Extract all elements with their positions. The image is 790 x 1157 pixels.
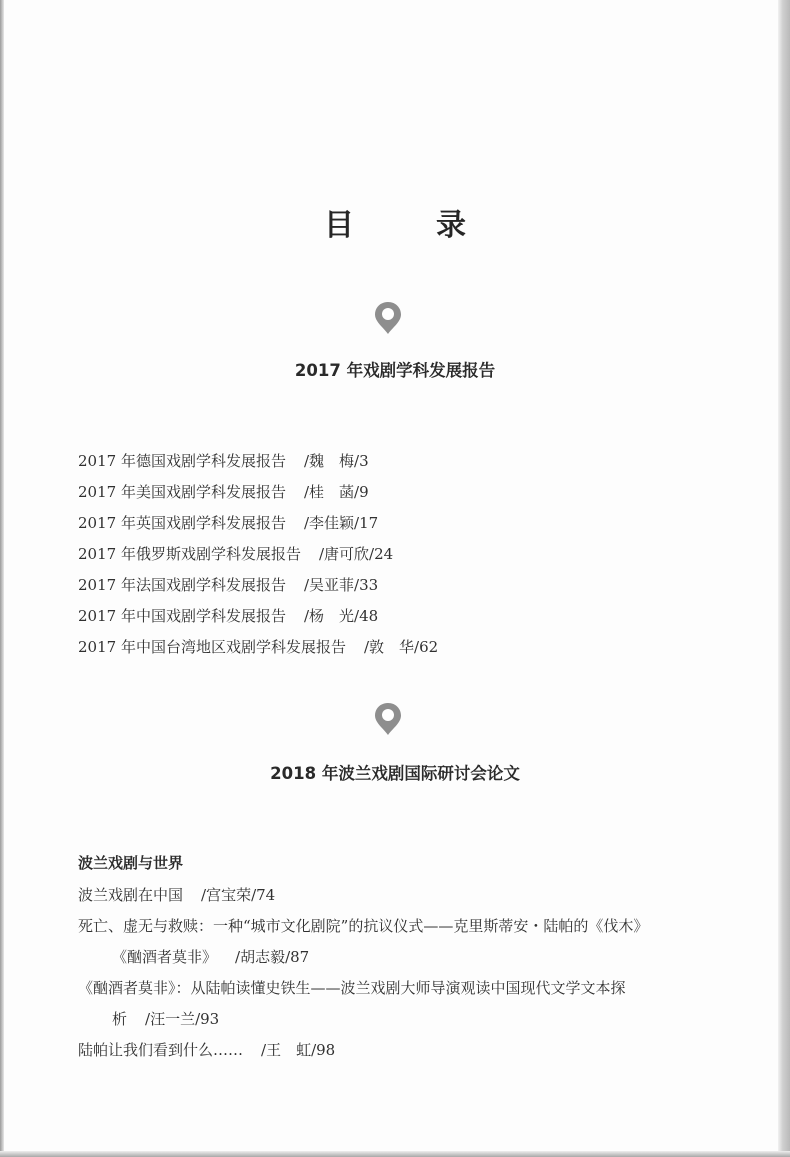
entry-author: /杨 光 bbox=[303, 607, 355, 625]
entry-title-line2-wrap bbox=[78, 1004, 648, 1035]
entry-title: 2017 年法国戏剧学科发展报告 bbox=[78, 576, 286, 594]
entry-author: /王 虹 bbox=[261, 1041, 312, 1059]
entry-page: /17 bbox=[354, 514, 379, 532]
toc-entry[interactable] bbox=[78, 570, 438, 601]
entry-author: /李佳颖 bbox=[303, 514, 355, 532]
page-edge-bottom bbox=[0, 1151, 790, 1157]
toc-entry[interactable] bbox=[78, 973, 648, 1035]
toc-entry[interactable] bbox=[78, 1035, 648, 1066]
entry-page: /93 bbox=[195, 1010, 220, 1028]
entry-title: 2017 年中国台湾地区戏剧学科发展报告 bbox=[78, 638, 346, 656]
entry-title: 2017 年英国戏剧学科发展报告 bbox=[78, 514, 286, 532]
toc-entry[interactable] bbox=[78, 539, 438, 570]
entry-author: /唐可欣 bbox=[318, 545, 370, 563]
entry-title: 波兰戏剧在中国 bbox=[78, 886, 184, 904]
toc-entry[interactable] bbox=[78, 911, 648, 973]
location-pin-icon bbox=[372, 300, 404, 336]
location-pin-icon bbox=[372, 701, 404, 737]
entry-title: 2017 年中国戏剧学科发展报告 bbox=[78, 607, 286, 625]
entry-author: /宫宝荣 bbox=[201, 886, 252, 904]
toc-list-2018 bbox=[78, 880, 648, 1066]
toc-entry[interactable] bbox=[78, 632, 438, 663]
entry-page: /24 bbox=[369, 545, 394, 563]
subsection-heading: 波兰戏剧与世界 bbox=[78, 854, 184, 872]
entry-title: 陆帕让我们看到什么…… bbox=[78, 1041, 244, 1059]
section-title-2018: 2018 年波兰戏剧国际研讨会论文 bbox=[270, 764, 520, 783]
entry-author: /胡志毅 bbox=[235, 948, 286, 966]
entry-title: 2017 年美国戏剧学科发展报告 bbox=[78, 483, 286, 501]
entry-author: /吴亚菲 bbox=[303, 576, 355, 594]
entry-author: /敦 华 bbox=[363, 638, 415, 656]
entry-page: /3 bbox=[354, 452, 369, 470]
toc-list-2017 bbox=[78, 446, 438, 663]
page-edge-left bbox=[0, 0, 4, 1157]
entry-title-line1: 死亡、虚无与救赎：一种“城市文化剧院”的抗议仪式——克里斯蒂安・陆帕的《伐木》 bbox=[78, 917, 649, 935]
entry-title: 2017 年德国戏剧学科发展报告 bbox=[78, 452, 286, 470]
entry-author: /桂 菡 bbox=[303, 483, 355, 501]
section-title-2017: 2017 年戏剧学科发展报告 bbox=[294, 361, 496, 380]
entry-page: /98 bbox=[311, 1041, 336, 1059]
entry-page: /74 bbox=[251, 886, 276, 904]
entry-page: /9 bbox=[354, 483, 369, 501]
entry-title-line1: 《酗酒者莫非》：从陆帕读懂史铁生——波兰戏剧大师导演观读中国现代文学文本探 bbox=[78, 979, 626, 997]
entry-page: /33 bbox=[354, 576, 379, 594]
entry-page: /62 bbox=[414, 638, 439, 656]
entry-page: /87 bbox=[285, 948, 310, 966]
entry-title-line2: 《酗酒者莫非》 bbox=[112, 948, 218, 966]
entry-author: /魏 梅 bbox=[303, 452, 355, 470]
entry-title-line2: 析 bbox=[112, 1010, 128, 1028]
entry-author: /汪一兰 bbox=[145, 1010, 196, 1028]
toc-entry[interactable] bbox=[78, 508, 438, 539]
toc-entry[interactable] bbox=[78, 880, 648, 911]
entry-title-line2-wrap bbox=[78, 942, 648, 973]
entry-title: 2017 年俄罗斯戏剧学科发展报告 bbox=[78, 545, 301, 563]
toc-entry[interactable] bbox=[78, 446, 438, 477]
page-edge-right bbox=[778, 0, 790, 1157]
page-title: 目 录 bbox=[324, 208, 492, 243]
toc-entry[interactable] bbox=[78, 601, 438, 632]
entry-page: /48 bbox=[354, 607, 379, 625]
toc-entry[interactable] bbox=[78, 477, 438, 508]
